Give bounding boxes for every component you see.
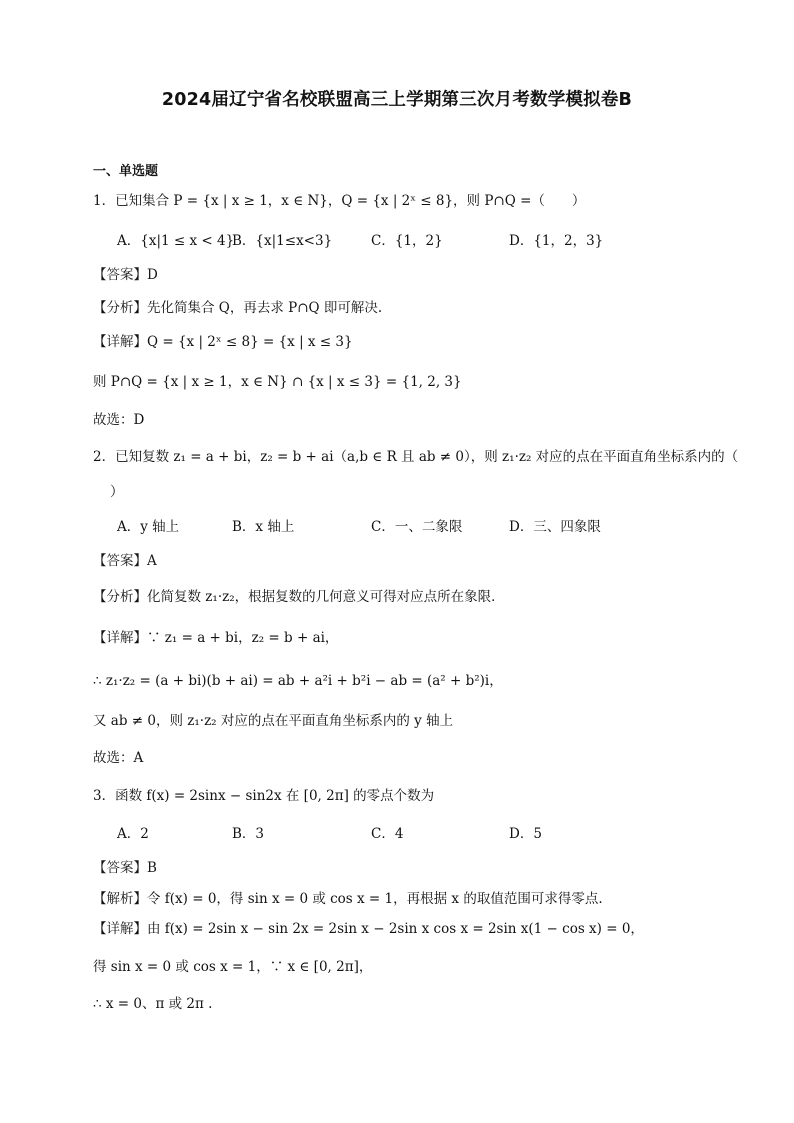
- question-3-analysis: 【解析】令 f(x) = 0，得 sin x = 0 或 cos x = 1，再根据 x 的取值范围可求得零点.: [93, 891, 603, 907]
- question-3-option-a: A．2: [117, 826, 149, 842]
- question-1-answer: 【答案】D: [93, 267, 158, 283]
- question-3-option-c: C．4: [371, 826, 404, 842]
- question-3-option-b: B．3: [232, 826, 265, 842]
- question-2-option-d: D．三、四象限: [509, 519, 601, 535]
- question-2-choice: 故选：A: [93, 750, 144, 766]
- question-1-stem: 1．已知集合 P = {x | x ≥ 1，x ∈ N}，Q = {x | 2ˣ ≤ 8}，则 P∩Q =（ ）: [93, 193, 586, 209]
- question-2-answer: 【答案】A: [93, 553, 157, 569]
- question-1-choice: 故选：D: [93, 412, 145, 428]
- question-3-step2: ∴ x = 0、π 或 2π .: [93, 996, 213, 1012]
- question-2-option-a: A．y 轴上: [117, 519, 180, 535]
- section-heading: 一、单选题: [93, 164, 159, 179]
- question-1-detail: 【详解】Q = {x | 2ˣ ≤ 8} = {x | x ≤ 3}: [93, 334, 353, 350]
- question-1-analysis: 【分析】先化简集合 Q，再去求 P∩Q 即可解决.: [93, 300, 383, 316]
- question-2-step2: 又 ab ≠ 0，则 z₁·z₂ 对应的点在平面直角坐标系内的 y 轴上: [93, 713, 454, 729]
- question-3-option-d: D．5: [509, 826, 542, 842]
- question-2-detail: 【详解】∵ z₁ = a + bi，z₂ = b + ai，: [93, 630, 339, 646]
- question-3-detail: 【详解】由 f(x) = 2sin x − sin 2x = 2sin x − 2sin x cos x = 2sin x(1 − cos x) = 0，: [93, 921, 644, 937]
- question-1-option-a: A．{x|1 ≤ x < 4}: [117, 233, 235, 249]
- question-3-answer: 【答案】B: [93, 860, 157, 876]
- question-3-step: 得 sin x = 0 或 cos x = 1，∵ x ∈ [0, 2π]，: [93, 959, 373, 975]
- question-1-option-d: D．{1，2，3}: [509, 233, 604, 249]
- question-3-stem: 3．函数 f(x) = 2sinx − sin2x 在 [0, 2π] 的零点个数为: [93, 788, 435, 804]
- question-1-option-b: B．{x|1≤x<3}: [232, 233, 333, 249]
- question-1-step: 则 P∩Q = {x | x ≥ 1，x ∈ N} ∩ {x | x ≤ 3} = {1, 2, 3}: [93, 374, 462, 390]
- question-2-stem-cont: ）: [110, 484, 124, 500]
- question-2-option-c: C．一、二象限: [371, 519, 463, 535]
- question-2-option-b: B．x 轴上: [232, 519, 295, 535]
- question-2-step: ∴ z₁·z₂ = (a + bi)(b + ai) = ab + a²i + b²i − ab = (a² + b²)i，: [93, 673, 503, 689]
- page-title: 2024届辽宁省名校联盟高三上学期第三次月考数学模拟卷B: [161, 90, 633, 110]
- question-2-analysis: 【分析】化简复数 z₁·z₂，根据复数的几何意义可得对应点所在象限．: [93, 589, 505, 605]
- question-2-stem: 2．已知复数 z₁ = a + bi，z₂ = b + ai（a,b ∈ R 且 ab ≠ 0），则 z₁·z₂ 对应的点在平面直角坐标系内的（: [93, 449, 739, 465]
- question-1-option-c: C．{1，2}: [371, 233, 443, 249]
